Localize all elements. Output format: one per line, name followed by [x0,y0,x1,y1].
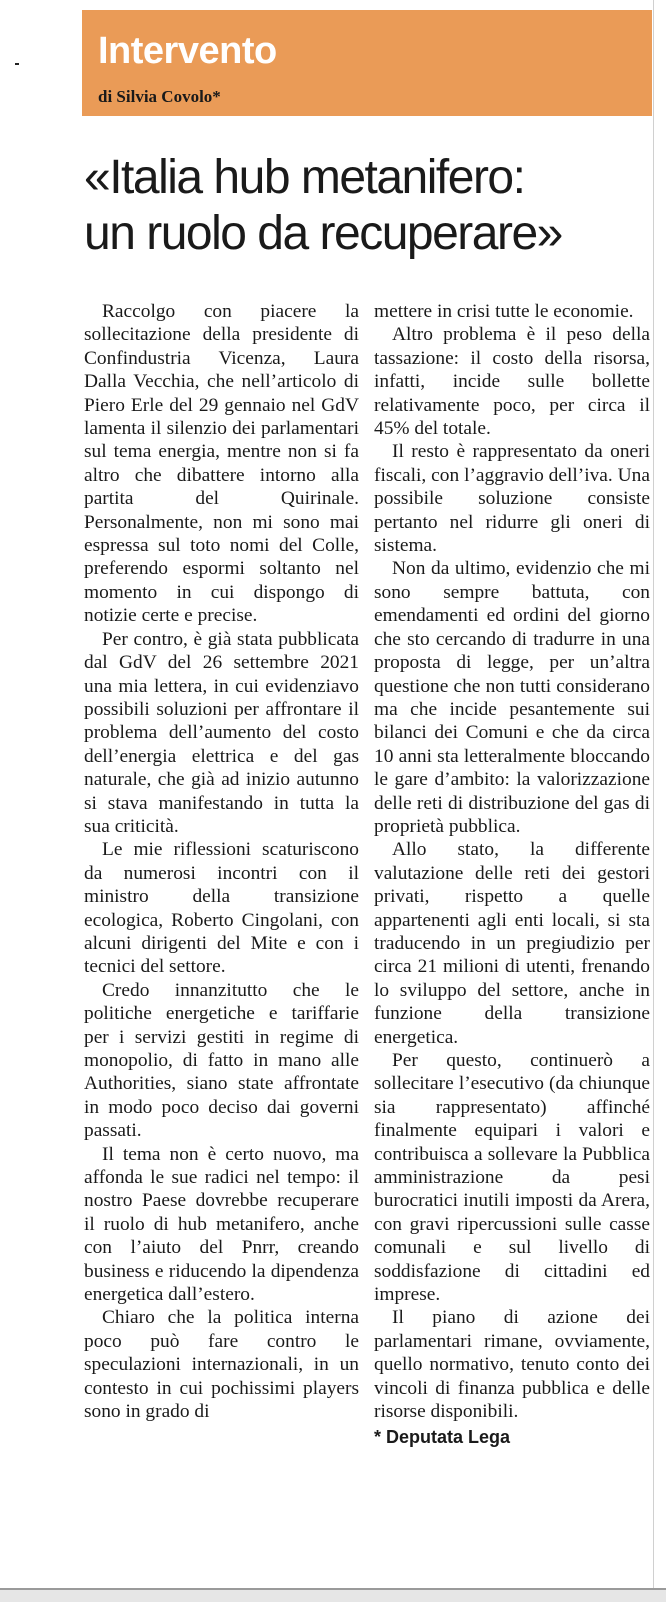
paragraph-continuation: mettere in crisi tutte le economie. [374,301,634,322]
section-header-band [82,10,652,116]
paragraph: Raccolgo con piacere la sollecitazione della presidente di Confindustria Vicenza, Laura Dalla Vecchia, che nell’articolo di Piero Erle del 29 gennaio nel GdV lamenta il silenzio dei parlamentari sul tema energia, mentre non si fa altro che dibattere intorno alla partita del Quirinale. Personalmente, non mi sono mai espressa sul toto nomi del Colle, preferendo espormi soltanto nel momento in cui dispongo di notizie certe e precise. [84,301,359,627]
paragraph: Non da ultimo, evidenzio che mi sono sempre battuta, con emendamenti ed ordini del giorno che sto cercando di tradurre in una proposta di legge, per un’altra questione che non tutti considerano ma che incide pesantemente sui bilanci dei Comuni e che da circa 10 anni sta letteralmente bloccando le gare d’ambito: la valorizzazione delle reti di distribuzione del gas di proprietà pubblica. [374,558,650,837]
article-column-right [374,300,650,1449]
article-headline [84,150,654,262]
section-rubric: Intervento [98,30,277,72]
paragraph: Le mie riflessioni scaturiscono da numerosi incontri con il ministro della transizione ecologica, Roberto Cingolani, con alcuni dirigenti del Mite e con i tecnici del settore. [84,839,359,978]
headline-line-2: un ruolo da recuperare» [84,207,562,260]
paragraph: Per questo, continuerò a sollecitare l’esecutivo (da chiunque sia rappresentato) affinché finalmente equipari i valori e contribuisca a sollevare la Pubblica amministrazione da pesi burocratici inutili imposti da Arera, con gravi ripercussioni sulle casse comunali e sul livello di soddisfazione di cittadini ed imprese. [374,1050,650,1306]
paragraph: Altro problema è il peso della tassazione: il costo della risorsa, infatti, incide sulle bollette relativamente poco, per circa il 45% del totale. [374,324,650,440]
author-byline: di Silvia Covolo* [98,87,221,106]
author-signature: * Deputata Lega [374,1426,511,1447]
paragraph: Credo innanzitutto che le politiche energetiche e tariffarie per i servizi gestiti in regime di monopolio, di fatto in mano alle Authorities, siano state affrontate in modo poco deciso dai governi passati. [84,979,359,1142]
paragraph: Allo stato, la differente valutazione delle reti dei gestori privati, rispetto a quelle appartenenti agli enti locali, si sta traducendo in un pregiudizio per circa 21 milioni di utenti, frenando lo sviluppo del settore, anche in funzione della transizione energetica. [374,839,650,1048]
article-column-left [84,300,359,1424]
paragraph: Per contro, è già stata pubblicata dal GdV del 26 settembre 2021 una mia lettera, in cui evidenziavo possibili soluzioni per affrontare il problema dell’aumento del costo dell’energia elettrica e del gas naturale, che già ad inizio autunno si stava manifestando in tutta la sua criticità. [84,628,359,837]
margin-mark [15,63,19,65]
paragraph: Chiaro che la politica interna poco può fare contro le speculazioni internazionali, in un contesto in cui pochissimi players sono in grado di [84,1307,359,1423]
paragraph: Il tema non è certo nuovo, ma affonda le sue radici nel tempo: il nostro Paese dovrebbe recuperare il ruolo di hub metanifero, anche con l’aiuto del Pnrr, creando business e riducendo la dipendenza energetica dall’estero. [84,1143,359,1306]
headline-line-1: «Italia hub metanifero: [84,151,525,204]
paragraph: Il resto è rappresentato da oneri fiscali, con l’aggravio dell’iva. Una possibile soluzione consiste pertanto nel ridurre gli oneri di sistema. [374,441,650,557]
paragraph: Il piano di azione dei parlamentari rimane, ovviamente, quello normativo, tenuto conto dei vincoli di finanza pubblica e delle risorse disponibili. [374,1307,650,1423]
